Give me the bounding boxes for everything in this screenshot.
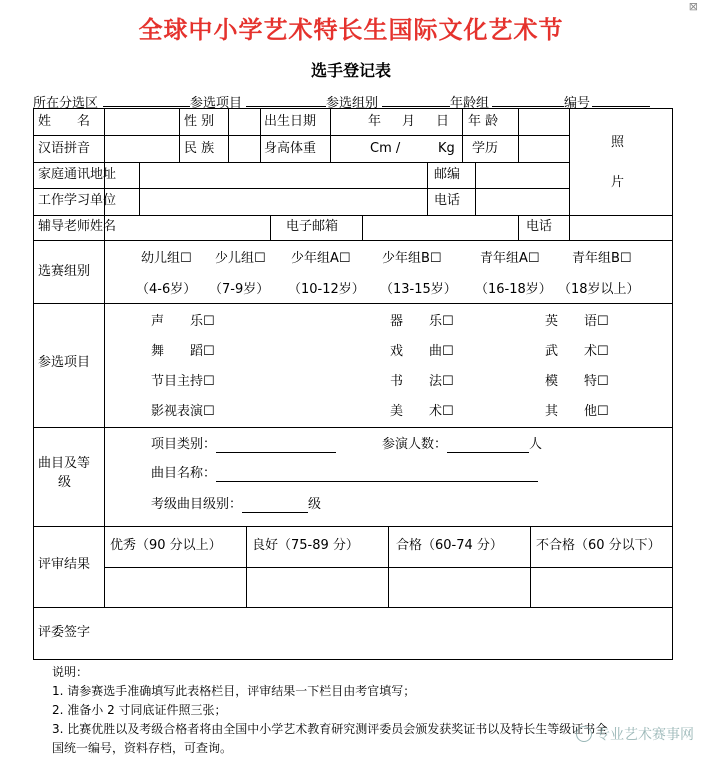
grade-piece-unit: 级 [308, 497, 322, 512]
corner-mark-icon: ⊠ [688, 0, 698, 13]
group-option-youth-b[interactable]: 青年组B☐ [572, 251, 632, 266]
note-item: 3. 比赛优胜以及考级合格者将由全国中小学艺术教育研究测评委员会颁发获奖证书以及特长生等级证书全 [52, 722, 608, 736]
grade-excellent: 优秀（90 分以上） [110, 538, 222, 553]
project-instrumental[interactable]: 器 乐☐ [390, 314, 454, 329]
group-option-kindergarten[interactable]: 幼儿组☐ [141, 251, 192, 266]
header-project-label: 参选项目 [190, 96, 243, 111]
teacher-name-label: 辅导老师姓名 [38, 219, 117, 234]
note-item: 国统一编号，资料存档，可查询。 [52, 741, 233, 755]
header-age-group-blank[interactable] [492, 106, 564, 107]
pinyin-label: 汉语拼音 [38, 141, 91, 156]
piece-name-blank[interactable] [216, 467, 538, 482]
watermark [576, 724, 694, 744]
project-opera[interactable]: 戏 曲☐ [390, 344, 454, 359]
notes-heading: 说明： [52, 665, 89, 679]
weight-unit-label: Kg [438, 141, 455, 156]
note-item: 1. 请参赛选手准确填写此表格栏目，评审结果一下栏目由考官填写； [52, 684, 416, 698]
performers-field [382, 437, 542, 453]
wechat-icon [576, 726, 592, 742]
header-region-label: 所在分选区 [33, 96, 99, 111]
education-label: 学历 [472, 141, 499, 156]
signature-label: 评委签字 [38, 625, 91, 640]
project-acting[interactable]: 影视表演☐ [151, 404, 215, 419]
birth-day-label: 日 [436, 114, 450, 129]
page-title: 全球中小学艺术特长生国际文化艺术节 [138, 15, 564, 44]
project-dance[interactable]: 舞 蹈☐ [151, 344, 215, 359]
group-option-children[interactable]: 少儿组☐ [215, 251, 266, 266]
grade-fail: 不合格（60 分以下） [536, 538, 661, 553]
header-number-label: 编号 [564, 96, 591, 111]
height-unit-label: Cm / [370, 141, 401, 156]
ethnicity-label: 民 族 [184, 141, 215, 156]
category-blank[interactable] [216, 438, 336, 453]
performers-unit: 人 [529, 437, 543, 452]
header-age-group-label: 年龄组 [450, 96, 490, 111]
group-section-label: 选赛组别 [38, 264, 91, 279]
category-field [151, 437, 336, 453]
gender-label: 性 别 [184, 114, 215, 129]
form-subtitle: 选手登记表 [310, 61, 391, 80]
grade-piece-field [151, 497, 321, 513]
grade-pass: 合格（60-74 分） [396, 538, 503, 553]
group-option-juvenile-a[interactable]: 少年组A☐ [291, 251, 351, 266]
photo-label-bottom: 片 [611, 175, 625, 190]
group-age-juvenile-b: （13-15岁） [380, 282, 457, 297]
piece-section-label-2: 级 [58, 475, 72, 490]
performers-label: 参演人数： [382, 437, 448, 452]
address-label: 家庭通讯地址 [38, 167, 117, 182]
piece-name-label: 曲目名称： [151, 466, 217, 481]
project-other[interactable]: 其 他☐ [545, 404, 609, 419]
watermark-text: 专业艺术赛事网 [596, 727, 694, 743]
project-hosting[interactable]: 节目主持☐ [151, 374, 215, 389]
header-region-blank[interactable] [103, 106, 190, 107]
phone2-label: 电话 [526, 219, 553, 234]
registration-form-table [33, 108, 673, 660]
group-age-youth-a: （16-18岁） [475, 282, 552, 297]
group-age-juvenile-a: （10-12岁） [288, 282, 365, 297]
postcode-label: 邮编 [434, 167, 461, 182]
review-section-label: 评审结果 [38, 557, 91, 572]
performers-blank[interactable] [447, 438, 529, 453]
project-modeling[interactable]: 模 特☐ [545, 374, 609, 389]
birthdate-label: 出生日期 [264, 114, 317, 129]
email-label: 电子邮箱 [286, 219, 339, 234]
photo-label-top: 照 [611, 135, 625, 150]
grade-good: 良好（75-89 分） [252, 538, 359, 553]
group-option-youth-a[interactable]: 青年组A☐ [480, 251, 540, 266]
project-martial-arts[interactable]: 武 术☐ [545, 344, 609, 359]
header-group-label: 参选组别 [326, 96, 379, 111]
height-weight-label: 身高体重 [264, 141, 317, 156]
group-option-juvenile-b[interactable]: 少年组B☐ [382, 251, 442, 266]
grade-piece-blank[interactable] [242, 498, 308, 513]
group-age-kindergarten: （4-6岁） [136, 282, 197, 297]
birth-month-label: 月 [402, 114, 416, 129]
project-calligraphy[interactable]: 书 法☐ [390, 374, 454, 389]
header-project-blank[interactable] [246, 106, 326, 107]
group-age-youth-b: （18岁以上） [558, 282, 640, 297]
note-item: 2. 准备小 2 寸同底证件照三张； [52, 703, 227, 717]
project-english[interactable]: 英 语☐ [545, 314, 609, 329]
piece-name-field [151, 466, 538, 482]
name-label: 姓 名 [38, 114, 91, 129]
category-label: 项目类别： [151, 437, 217, 452]
header-group-blank[interactable] [382, 106, 450, 107]
project-section-label: 参选项目 [38, 355, 91, 370]
grade-piece-label: 考级曲目级别： [151, 497, 243, 512]
project-fine-art[interactable]: 美 术☐ [390, 404, 454, 419]
project-vocal[interactable]: 声 乐☐ [151, 314, 215, 329]
group-age-children: （7-9岁） [209, 282, 270, 297]
piece-section-label: 曲目及等 [38, 456, 91, 471]
header-number-blank[interactable] [592, 106, 650, 107]
workplace-label: 工作学习单位 [38, 193, 117, 208]
age-label: 年 龄 [468, 114, 499, 129]
birth-year-label: 年 [368, 114, 382, 129]
phone-label: 电话 [434, 193, 461, 208]
